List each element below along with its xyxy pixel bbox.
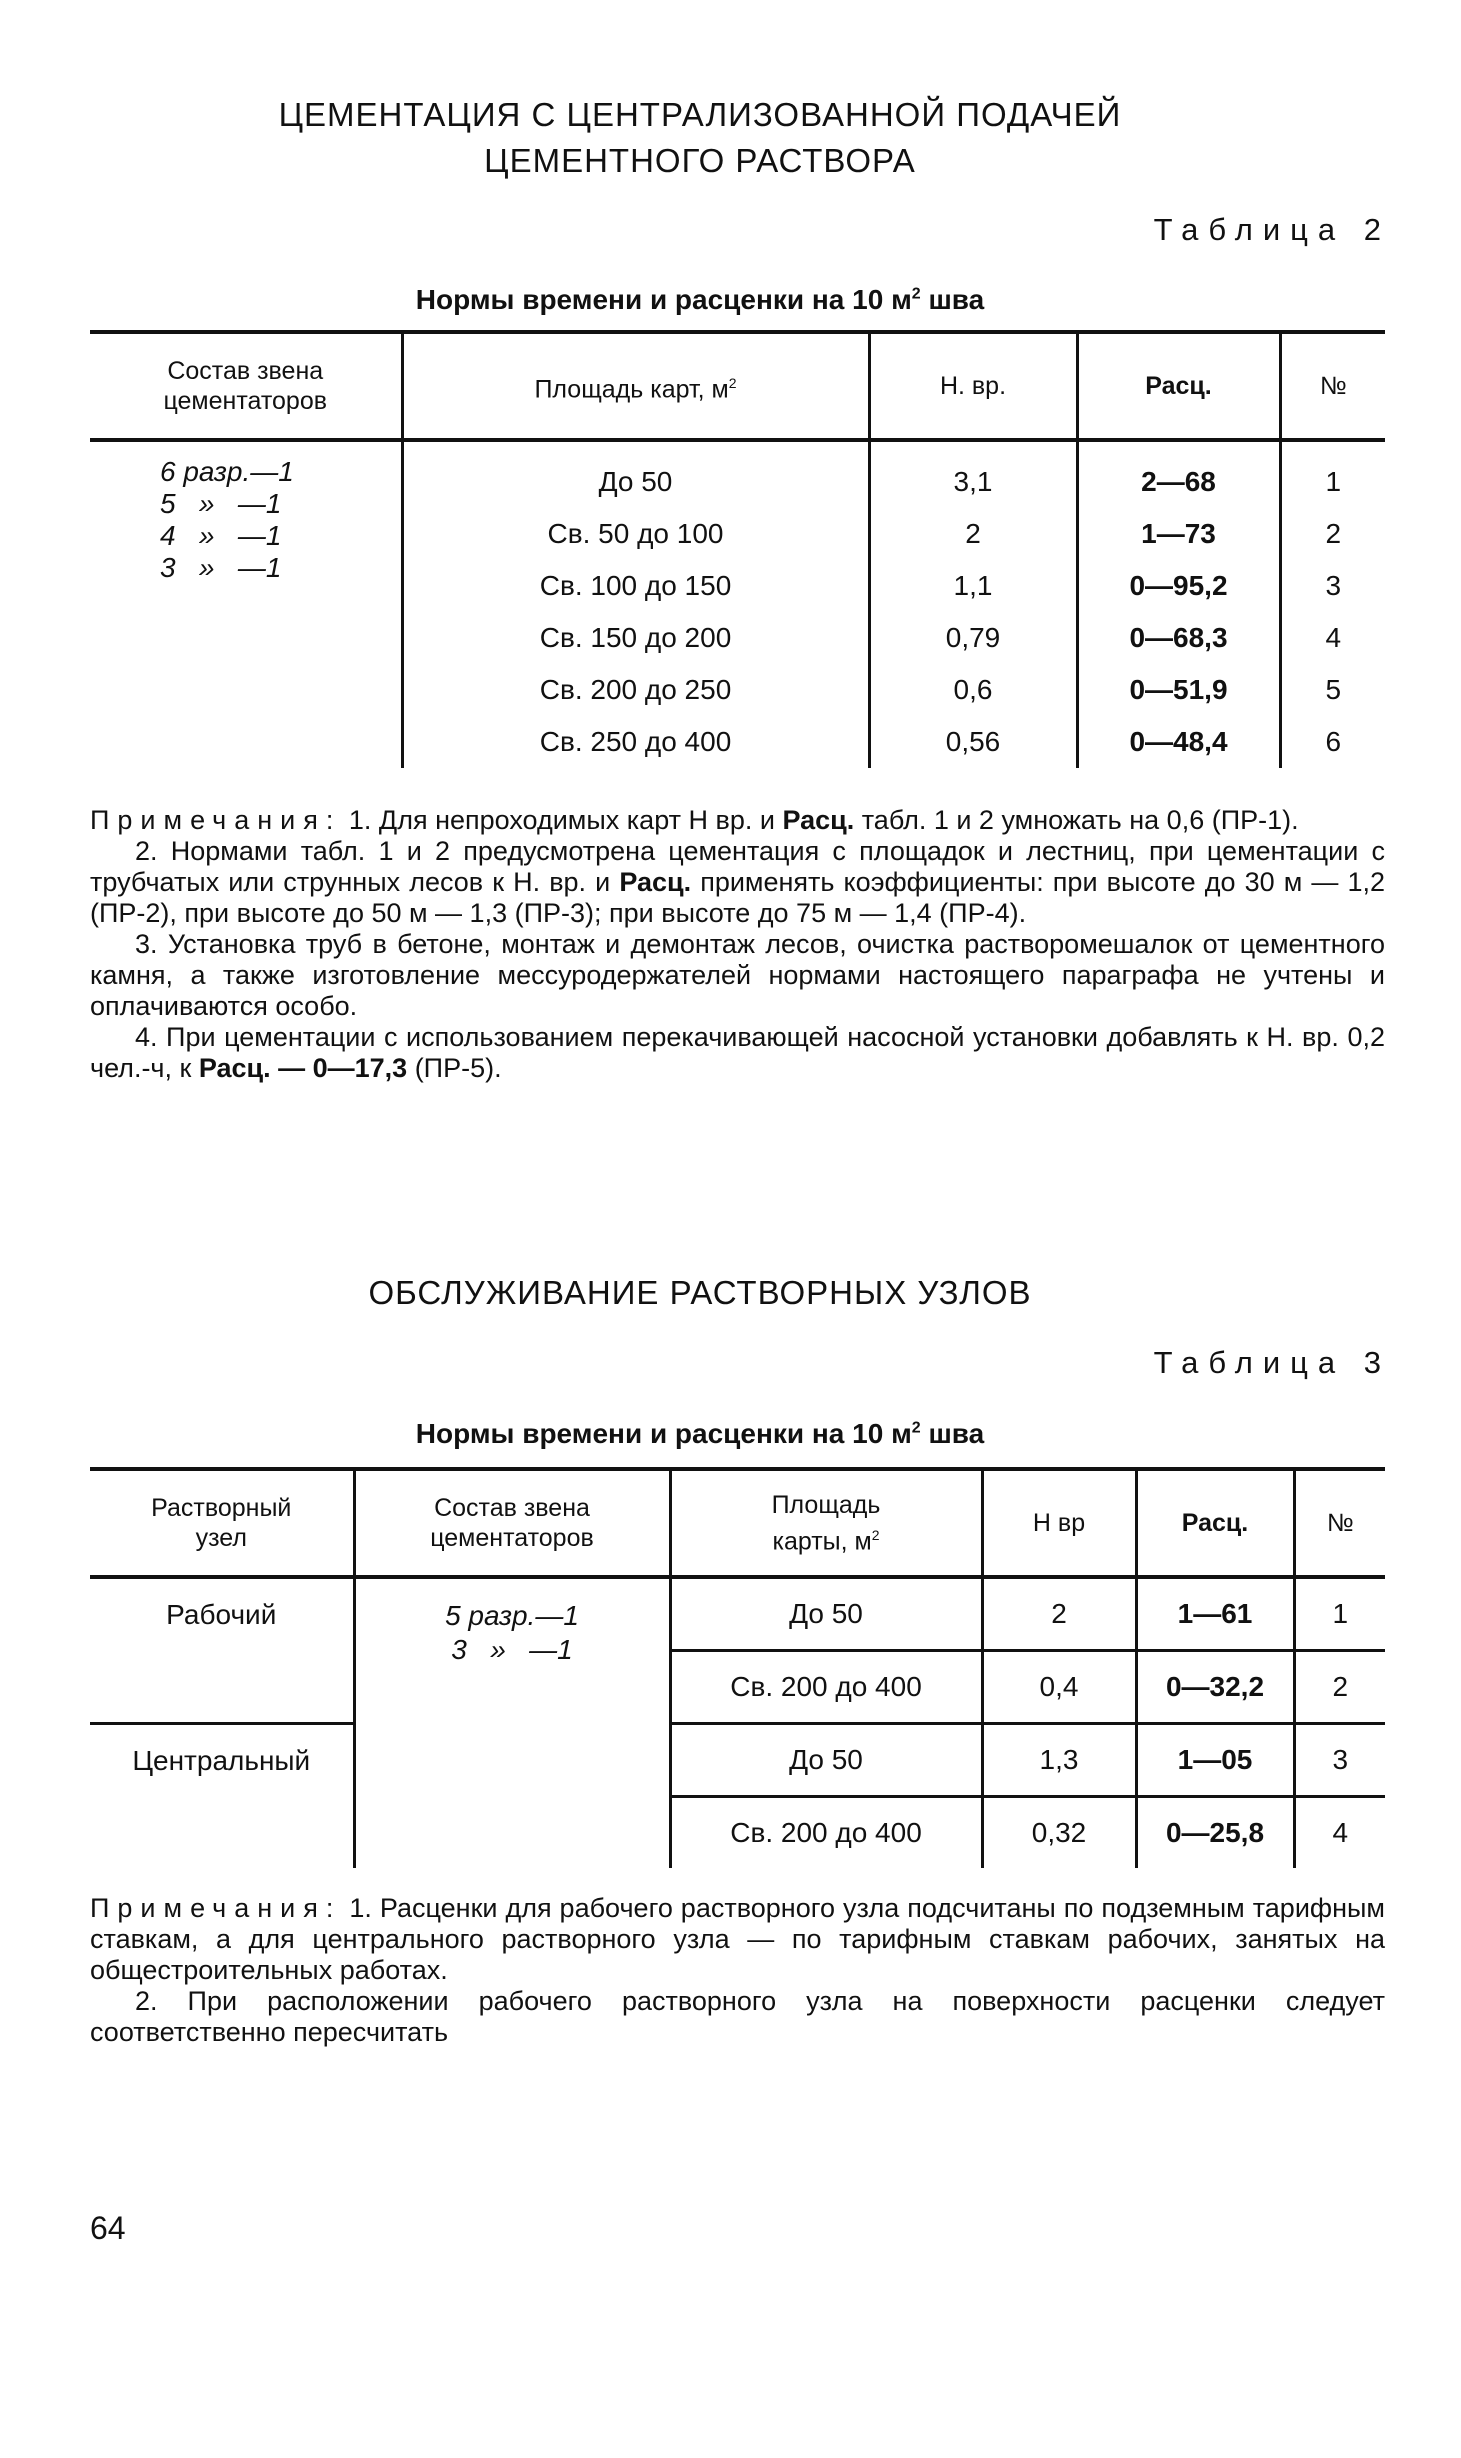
- note-4: 4. При цементации с использованием перекачивающей насосной установки добавлять к Н. вр. 0,2 чел.-ч, к: [90, 1022, 1385, 1083]
- table-2-caption-end: шва: [920, 284, 985, 315]
- notes-label: Примечания:: [90, 1893, 342, 1923]
- cell-rasc: 0—68,3: [1077, 612, 1280, 664]
- node-work: Рабочий: [166, 1599, 277, 1630]
- cell-rasc: 1—05: [1136, 1724, 1294, 1797]
- cell-area: Св. 200 до 400: [670, 1651, 982, 1724]
- note-1: 1. Расценки для рабочего растворного узла подсчитаны по подземным тарифным ставкам, а для центрального растворного узла — по тарифным ставкам рабочих, занятых на общестроительных работах.: [90, 1893, 1385, 1985]
- cell-no: 1: [1280, 440, 1385, 508]
- note-4-end: (ПР-5).: [407, 1053, 502, 1083]
- header-crew: Состав звена цементаторов: [90, 332, 402, 440]
- header-rasc: Расц.: [1136, 1469, 1294, 1577]
- note-2-bold: Расц.: [619, 867, 692, 897]
- header-no: №: [1280, 332, 1385, 440]
- cell-area: До 50: [402, 440, 869, 508]
- table-2-caption-text: Нормы времени и расценки на 10 м: [415, 284, 912, 315]
- table-2-notes: [90, 805, 1385, 1084]
- table-2-caption: [90, 284, 1310, 316]
- crew-composition: [90, 440, 402, 768]
- cell-no: 5: [1280, 664, 1385, 716]
- cell-area: Св. 150 до 200: [402, 612, 869, 664]
- cell-nvr: 0,4: [982, 1651, 1136, 1724]
- cell-rasc: 0—48,4: [1077, 716, 1280, 768]
- header-area: [402, 332, 869, 440]
- table-3-notes: [90, 1893, 1385, 2048]
- cell-nvr: 0,79: [869, 612, 1077, 664]
- crew-line: 4 » —1: [160, 520, 282, 551]
- cell-no: 6: [1280, 716, 1385, 768]
- crew-line: 6 разр.—1: [160, 456, 294, 487]
- cell-no: 3: [1294, 1724, 1385, 1797]
- cell-area: Св. 50 до 100: [402, 508, 869, 560]
- table-3-header-row: [90, 1469, 1385, 1577]
- header-nvr: Н вр: [982, 1469, 1136, 1577]
- cell-area: Св. 200 до 400: [670, 1797, 982, 1869]
- cell-nvr: 2: [869, 508, 1077, 560]
- note-2: 2. При расположении рабочего растворного узла на поверхности расценки следует соответственно пересчитать: [90, 1986, 1385, 2047]
- cell-nvr: 1,3: [982, 1724, 1136, 1797]
- header-crew: Состав звена цементаторов: [354, 1469, 670, 1577]
- note-1: 1. Для непроходимых карт Н вр. и: [341, 805, 783, 835]
- cell-nvr: 3,1: [869, 440, 1077, 508]
- crew-composition: [354, 1577, 670, 1868]
- cell-rasc: 0—25,8: [1136, 1797, 1294, 1869]
- table-3-caption-sup: 2: [911, 1419, 921, 1437]
- table-3-caption: [90, 1418, 1310, 1450]
- note-2: 2. Нормами табл. 1 и 2 предусмотрена цементация с площадок и лестниц, при цементации с трубчатых или струнных лесов к Н. вр. и: [90, 836, 1385, 897]
- crew-line: 3 » —1: [451, 1634, 573, 1665]
- cell-area: Св. 250 до 400: [402, 716, 869, 768]
- note-2-end: применять коэффициенты: при высоте до 30 м — 1,2 (ПР-2), при высоте до 50 м — 1,3 (ПР-3); при высоте до 75 м — 1,4 (ПР-4).: [90, 867, 1386, 928]
- table-2-caption-sup: 2: [911, 285, 921, 303]
- section-title-1-line-2: ЦЕМЕНТНОГО РАСТВОРА: [484, 142, 916, 179]
- note-1-bold: Расц.: [782, 805, 855, 835]
- table-2-label: Таблица 2: [1153, 212, 1391, 247]
- header-area-text: Площадь карт, м: [534, 375, 729, 404]
- cell-nvr: 0,56: [869, 716, 1077, 768]
- cell-area: Св. 100 до 150: [402, 560, 869, 612]
- cell-area: Св. 200 до 250: [402, 664, 869, 716]
- cell-nvr: 0,6: [869, 664, 1077, 716]
- header-area-sup: 2: [871, 1526, 880, 1543]
- table-row: [90, 440, 1385, 508]
- header-area-sup: 2: [728, 374, 737, 391]
- page-number: 64: [90, 2210, 126, 2246]
- table-3: [90, 1467, 1385, 1868]
- cell-nvr: 1,1: [869, 560, 1077, 612]
- cell-rasc: 1—73: [1077, 508, 1280, 560]
- cell-area: До 50: [670, 1577, 982, 1651]
- table-row: [90, 1577, 1385, 1651]
- cell-no: 2: [1280, 508, 1385, 560]
- header-no: №: [1294, 1469, 1385, 1577]
- cell-rasc: 0—95,2: [1077, 560, 1280, 612]
- cell-rasc: 0—51,9: [1077, 664, 1280, 716]
- section-title-1: [90, 92, 1310, 184]
- table-row: [90, 1724, 1385, 1797]
- table-3-label: Таблица 3: [1153, 1345, 1391, 1380]
- cell-no: 3: [1280, 560, 1385, 612]
- cell-no: 1: [1294, 1577, 1385, 1651]
- crew-line: 3 » —1: [160, 552, 282, 583]
- cell-rasc: 2—68: [1077, 440, 1280, 508]
- cell-rasc: 1—61: [1136, 1577, 1294, 1651]
- crew-line: 5 разр.—1: [445, 1600, 579, 1631]
- header-area-text: Площадь карты, м: [771, 1490, 881, 1556]
- table-3-caption-text: Нормы времени и расценки на 10 м: [415, 1418, 912, 1449]
- header-node: Растворный узел: [90, 1469, 354, 1577]
- cell-nvr: 0,32: [982, 1797, 1136, 1869]
- cell-nvr: 2: [982, 1577, 1136, 1651]
- node-central: Центральный: [90, 1724, 354, 1869]
- cell-area: До 50: [670, 1724, 982, 1797]
- note-4-bold: Расц. — 0—17,3: [198, 1053, 408, 1083]
- cell-no: 4: [1280, 612, 1385, 664]
- section-title-1-line-1: ЦЕМЕНТАЦИЯ С ЦЕНТРАЛИЗОВАННОЙ ПОДАЧЕЙ: [278, 96, 1122, 133]
- header-rasc: Расц.: [1077, 332, 1280, 440]
- header-area: [670, 1469, 982, 1577]
- cell-no: 2: [1294, 1651, 1385, 1724]
- crew-line: 5 » —1: [160, 488, 282, 519]
- table-2-header-row: [90, 332, 1385, 440]
- header-nvr: Н. вр.: [869, 332, 1077, 440]
- section-title-2: ОБСЛУЖИВАНИЕ РАСТВОРНЫХ УЗЛОВ: [368, 1274, 1032, 1311]
- notes-label: Примечания:: [90, 805, 342, 835]
- table-3-caption-end: шва: [920, 1418, 985, 1449]
- cell-rasc: 0—32,2: [1136, 1651, 1294, 1724]
- note-1-end: табл. 1 и 2 умножать на 0,6 (ПР-1).: [854, 805, 1299, 835]
- note-3: 3. Установка труб в бетоне, монтаж и демонтаж лесов, очистка растворомешалок от цементного камня, а также изготовление мессуродержателей нормами настоящего параграфа не учтены и оплачиваются особо.: [90, 929, 1385, 1021]
- table-2: [90, 330, 1385, 768]
- cell-no: 4: [1294, 1797, 1385, 1869]
